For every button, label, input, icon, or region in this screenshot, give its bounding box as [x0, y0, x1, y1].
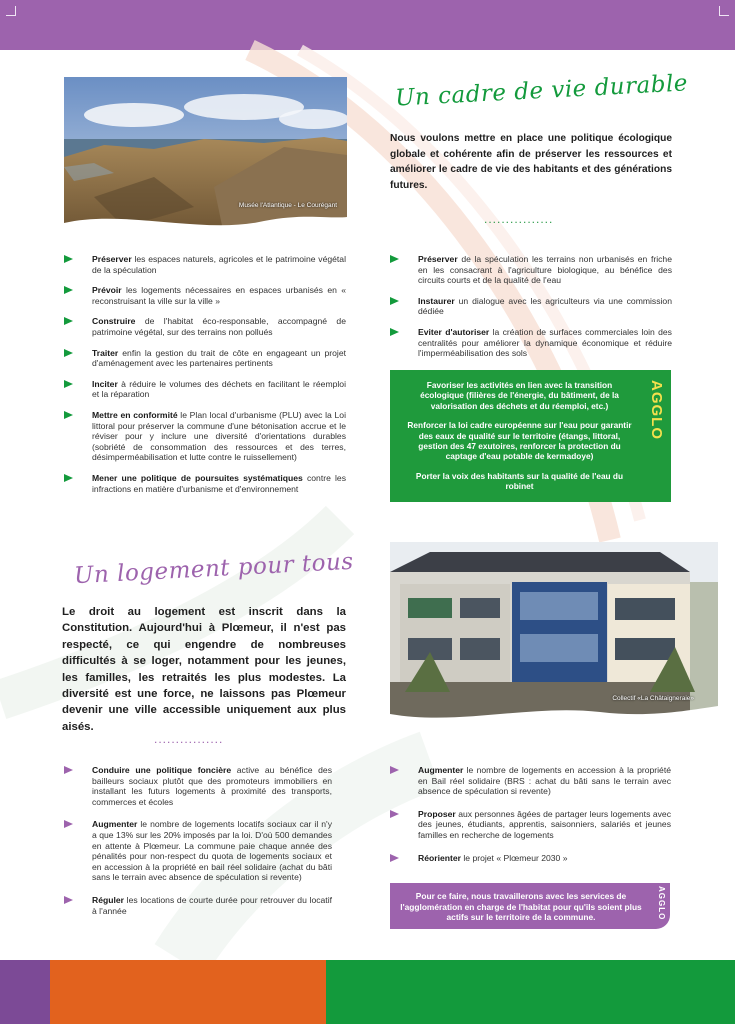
list-item: Conduire une politique foncière active au bénéfice des bailleurs sociaux plutôt que des promoteurs immobiliers en installant les futurs logements à proximité des transports, commerces et écoles	[64, 765, 332, 807]
arrow-icon	[64, 896, 73, 904]
agglo-tag: AGGLO	[657, 886, 666, 921]
list-item: Réguler les locations de courte durée pour retrouver du locatif à l'année	[64, 895, 332, 916]
list-item: Préserver les espaces naturels, agricoles et le patrimoine végétal de la spéculation	[64, 254, 346, 275]
arrow-icon	[390, 810, 399, 818]
arrow-icon	[64, 317, 73, 325]
arrow-icon	[64, 411, 73, 419]
dots-divider: ................	[484, 212, 554, 226]
list-item: Augmenter le nombre de logements locatifs sociaux car il n'y a que 13% sur les 20% imposés par la loi. D'où 500 demandes en attente à Plœmeur. La commune paie chaque année des pénalités pour non-respect du quota de logements sociaux et en accession à la propriété en bail réel solidaire (achat du bâti sans le terrain avec absence de spéculation si revente)	[64, 819, 332, 883]
arrow-icon	[64, 286, 73, 294]
arrow-icon	[64, 766, 73, 774]
arrow-icon	[64, 474, 73, 482]
arrow-icon	[64, 820, 73, 828]
agglo-tag: AGGLO	[648, 380, 665, 440]
coast-photo	[64, 77, 347, 235]
arrow-icon	[390, 297, 399, 305]
arrow-icon	[64, 255, 73, 263]
list-item: Mener une politique de poursuites systématiques contre les infractions en matière d'urbanisme et d'environnement	[64, 473, 346, 494]
intro-logement: Le droit au logement est inscrit dans la Constitution. Aujourd'hui à Plœmeur, il n'est pas respecté, ce qui engendre de nombreuses difficultés à se loger, notamment pour les jeunes, les familles, les retraités les plus modestes. La diversité est une force, ne laissons pas Plœmeur devenir une ville accessible uniquement aux plus aisés.	[62, 606, 346, 733]
list-item: Mettre en conformité le Plan local d'urbanisme (PLU) avec la Loi littoral pour préserver la commune d'une bétonisation accrue et le réviser pour y inclure une diversité d'orientations durables (sobriété de consommation des ressources et des terres, désimperméabilisation et lutte contre le ruissellement)	[64, 410, 346, 463]
footer-band-orange	[50, 960, 326, 1024]
section-title-durable: Un cadre de vie durable	[394, 70, 689, 112]
bullets-durable-left	[64, 254, 346, 494]
agglo-box-purple: Pour ce faire, nous travaillerons avec les services de l'agglomération en charge de l'habitat pour qu'ils soient plus actifs sur le territoire de la commune.	[390, 883, 670, 929]
arrow-icon	[64, 380, 73, 388]
agglo-paragraph: Favoriser les activités en lien avec la transition écologique (filières de l'énergie, du bâtiment, de la valorisation des déchets et du réemploi, etc.)	[420, 380, 619, 411]
list-item: Traiter enfin la gestion du trait de côte en engageant un projet d'aménagement avec les partenaires pertinents	[64, 348, 346, 369]
dots-divider: ................	[154, 732, 224, 746]
agglo-paragraph: Porter la voix des habitants sur la qualité de l'eau du robinet	[415, 470, 624, 492]
list-item: Instaurer un dialogue avec les agriculteurs via une commission dédiée	[390, 296, 672, 317]
arrow-icon	[390, 255, 399, 263]
footer-band-green	[326, 960, 735, 1024]
list-item: Proposer aux personnes âgées de partager leurs logements avec des jeunes, étudiants, apprentis, saisonniers, salariés et jeunes familles en recherche de logements	[390, 809, 671, 841]
arrow-icon	[390, 328, 399, 336]
arrow-icon	[390, 854, 399, 862]
list-item: Préserver de la spéculation les terrains non urbanisés en friche en les consacrant à l'agriculture biologique, au bénéfice des circuits courts et de la qualité de l'eau	[390, 254, 672, 286]
bullets-logement-left	[64, 765, 332, 916]
building-photo	[390, 542, 718, 726]
arrow-icon	[64, 349, 73, 357]
list-item: Inciter à réduire le volumes des déchets en facilitant le réemploi et la réparation	[64, 379, 346, 400]
list-item: Prévoir les logements nécessaires en espaces urbanisés en « reconstruisant la ville sur la ville »	[64, 285, 346, 306]
agglo-paragraph: Renforcer la loi cadre européenne sur l'eau pour garantir des eaux de qualité sur le territoire (étangs, littoral, gestion des 47 exutoires, renforcer la protection du captage d'eau potable de kermadoye)	[407, 420, 632, 462]
photo-credit: Collectif «La Châtaigneraie»	[612, 695, 694, 702]
agglo-box-green	[390, 370, 671, 502]
photo-credit: Musée l'Atlantique - Le Courégant	[238, 202, 337, 209]
list-item: Eviter d'autoriser la création de surfaces commerciales loin des centralités pour améliorer la dynamique économique et réduire l'imperméabilisation des sols	[390, 327, 672, 359]
section-title-logement: Un logement pour tous	[73, 548, 355, 590]
list-item: Construire de l'habitat éco-responsable, accompagné de patrimoine végétal, sur des terrains non pollués	[64, 316, 346, 337]
intro-durable: Nous voulons mettre en place une politique écologique globale et cohérente afin de préserver les ressources et améliorer le cadre de vie des habitants et des générations futures.	[390, 133, 672, 191]
bullets-durable-right	[390, 254, 672, 359]
arrow-icon	[390, 766, 399, 774]
list-item: Augmenter le nombre de logements en accession à la propriété en Bail réel solidaire (BRS : achat du bâti sans le terrain avec absence de spéculation si revente)	[390, 765, 671, 797]
list-item: Réorienter le projet « Plœmeur 2030 »	[390, 853, 671, 864]
bullets-logement-right	[390, 765, 671, 863]
footer-band-purple	[0, 960, 50, 1024]
